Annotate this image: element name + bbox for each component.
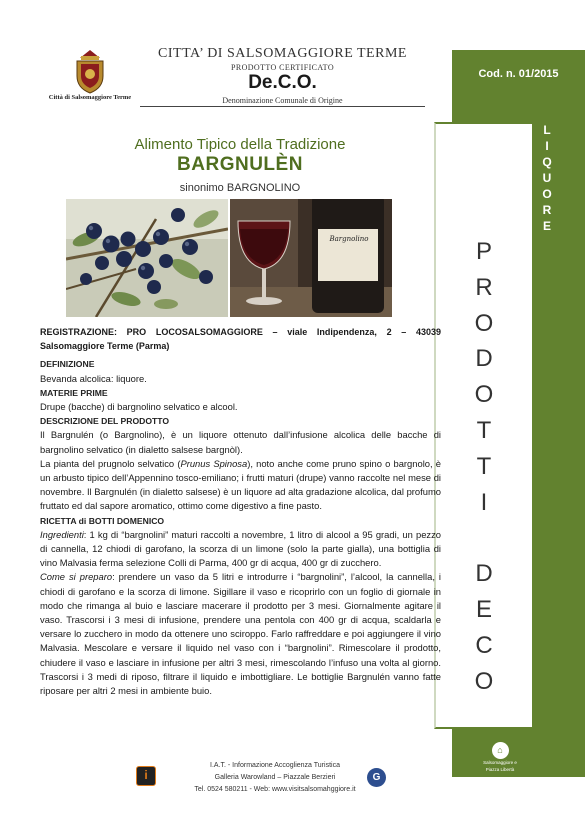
ingredients-label: Ingredienti: [40, 528, 84, 540]
category-letter: E: [542, 219, 551, 233]
footer-line: Galleria Warowland – Piazzale Berzieri: [214, 774, 336, 781]
section-label: DESCRIZIONE DEL PRODOTTO: [40, 416, 170, 427]
big-letter: T: [476, 452, 492, 480]
salsomaggiore-logo: [470, 740, 530, 772]
category-letter: I: [545, 139, 549, 153]
big-letter: T: [476, 416, 492, 444]
bottle-label-text: Bargnolino: [329, 235, 369, 243]
footer-line: I.A.T. - Informazione Accoglienza Turistica: [210, 762, 340, 769]
big-letter: P: [475, 238, 492, 265]
logo-text: Piazza Libertà: [485, 766, 515, 772]
footer-line: Tel. 0524 580211 - Web: www.visitsalsomahggiore.it: [194, 786, 356, 793]
category-letter: U: [542, 171, 552, 185]
logo-text: Salsomaggiore e: [483, 760, 517, 765]
category-letter: L: [543, 123, 551, 137]
prodotti-deco-vertical-text: [454, 234, 514, 699]
text-run: : prendere un vaso da 5 litri e introdurre i “bargnolini”, l’alcool, la cannella, i chiodi di garofano e la scorza di limone. Sigillare il vaso e ricoprirlo con un foglio di giornale in modo che rimanga al buio e lasciare macerare il prodotto per 3 mesi. Giornalmente agitare il vaso. Trascorsi i 3 mesi di infusione, prendere una pentola con 400 gr di acqua, scaldarla e versare lo zucchero in modo da ottenere uno sciroppo. Farlo raffreddare e poi aggiungere il vino Malvasia. Mescolare e versare il liquido nel vaso con i “bargnolini”. Rimescolare il prodotto, chiudere il vaso e lasciare in infusione per altri 3 mesi, rimescolando l’infuso una volta al giorno. Trascorsi i 3 medi di riposo, filtrare il liquido e imbottigliare. Le bottiglie Bargnulén vanno fatte riposare per altri 2 mesi in ambiente buio.: [40, 571, 441, 697]
text-run: ), noto anche come pruno spino o bargnolo, è un arbusto tipico dell’Appennino tosco-emiliano; i frutti maturi (drupe) vanno raccolte nel mese di novembre. Il Bargnulén (in dialetto salsese) è un liquore ad alta gradazione alcolica, dal profumo fruttato ed dal sapore aromatico, ottimo come digestivo a fine pasto.: [40, 457, 441, 512]
section-text: Bevanda alcolica: liquore.: [40, 372, 147, 384]
category-letter: Q: [542, 155, 552, 169]
crest-caption: Città di Salsomaggiore Terme: [48, 94, 132, 101]
section-text: Il Bargnulén (o Bargnolino), è un liquore ottenuto dall’infusione alcolica delle bacche di bargnolino selvatico (in dialetto salsese bargnòl).: [40, 429, 441, 455]
big-letter: R: [475, 273, 493, 301]
text-run: : 1 kg di “bargnolini” maturi raccolti a novembre, 1 litro di alcool a 95 gradi, un pezzo di cannella, 12 chiodi di garofano, la scorza di un limone (solo la parte gialla), una bottiglia di vino Malvasia ferma selezione Colli di Parma, 400 gr di acqua, 400 gr di zucchero.: [40, 528, 441, 569]
big-letter: D: [475, 345, 493, 373]
big-letter: O: [474, 381, 494, 409]
big-letter: E: [475, 595, 492, 623]
deco-mark: De.C.O.: [248, 72, 317, 93]
section-text: Drupe (bacche) di bargnolino selvatico e alcool.: [40, 401, 238, 413]
product-code: Cod. n. 01/2015: [478, 68, 559, 80]
certified-label: PRODOTTO CERTIFICATO: [230, 63, 334, 72]
section-label: DEFINIZIONE: [40, 359, 95, 370]
big-letter: I: [480, 488, 488, 516]
preparation-text: [40, 570, 441, 698]
city-title: CITTA’ DI SALSOMAGGIORE TERME: [158, 46, 407, 61]
latin-name: Prunus Spinosa: [180, 457, 248, 469]
product-description: [40, 325, 441, 698]
denomination-label: Denominazione Comunale di Origine: [222, 96, 343, 105]
big-letter: O: [474, 309, 494, 337]
registration-line: REGISTRAZIONE: PRO LOCOSALSOMAGGIORE – viale Indipendenza, 2 – 43039 Salsomaggiore Terme (Parma): [40, 327, 441, 352]
footer-contact: [160, 760, 390, 796]
category-letter: O: [542, 187, 552, 201]
text-run: La pianta del prugnolo selvatico (: [40, 457, 181, 469]
liqueur-photo: [230, 199, 392, 317]
letter-spacer: [454, 520, 514, 556]
kicker-heading: Alimento Tipico della Tradizione: [134, 136, 346, 153]
preparation-label: Come si preparo: [40, 571, 113, 583]
section-label: RICETTA di BOTTI DOMENICO: [40, 515, 165, 526]
section-label: MATERIE PRIME: [40, 387, 108, 398]
category-letter: R: [542, 203, 552, 217]
big-letter: C: [475, 631, 493, 659]
category-vertical-text: [540, 122, 554, 234]
header-divider: [140, 106, 425, 107]
big-letter: O: [474, 667, 494, 695]
info-point-icon: i: [136, 766, 156, 786]
product-name: BARGNULÈN: [177, 154, 303, 175]
ingredients-text: [40, 528, 441, 571]
building-icon: ⌂: [492, 742, 509, 759]
big-letter: D: [475, 560, 493, 588]
berries-photo: [66, 199, 228, 317]
product-synonym: sinonimo BARGNOLINO: [179, 182, 301, 194]
section-text: [40, 457, 441, 514]
city-crest-icon: [72, 48, 108, 94]
tourism-logo-icon: G: [367, 768, 386, 787]
